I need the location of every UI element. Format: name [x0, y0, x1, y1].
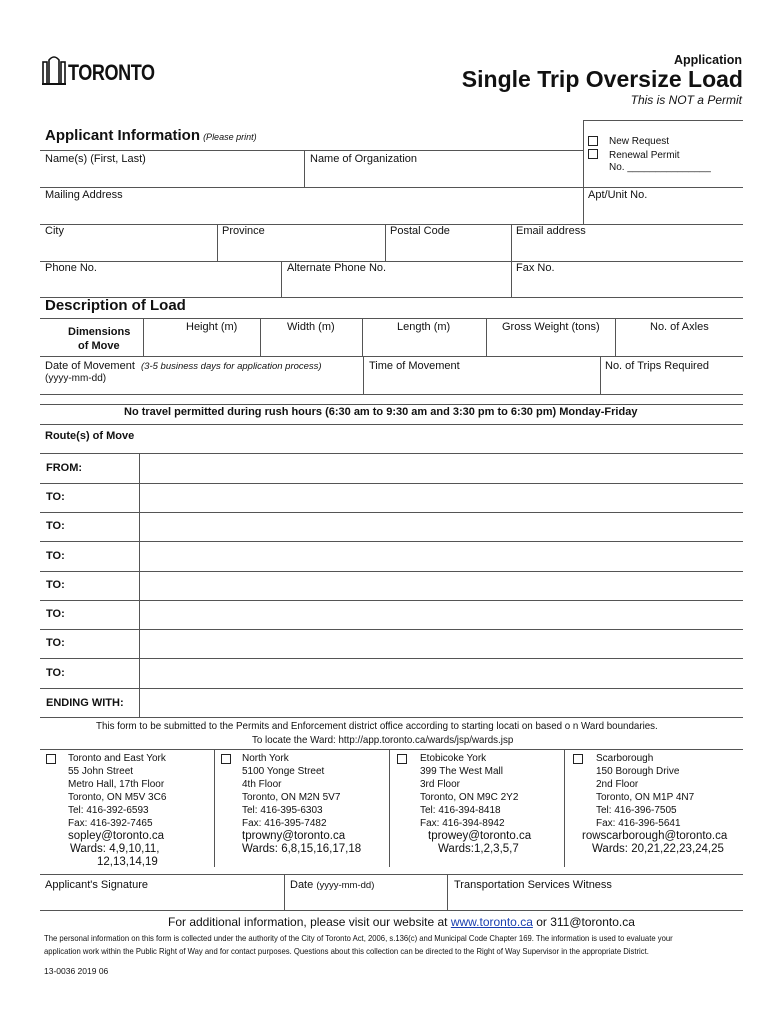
permit-number-label: No. _______________: [609, 162, 711, 173]
signature-date-text: Date: [290, 879, 314, 891]
applicant-heading-text: Applicant Information: [45, 127, 200, 144]
application-label: Application: [673, 53, 742, 67]
route-to-label-6: TO:: [46, 637, 65, 649]
apt-unit-label: Apt/Unit No.: [588, 189, 648, 201]
phone-label: Phone No.: [45, 262, 97, 274]
office-address-2: 3rd Floor: [420, 779, 461, 790]
applicant-signature-field[interactable]: [41, 893, 283, 909]
route-from-label: FROM:: [46, 462, 83, 474]
route-to-label-3: TO:: [46, 550, 65, 562]
gross-weight-label: Gross Weight (tons): [502, 321, 600, 333]
office-address-3: Toronto, ON M5V 3C6: [68, 792, 167, 803]
office-address-1: 399 The West Mall: [420, 766, 504, 777]
fax-field[interactable]: [512, 275, 742, 295]
office-address-2: 2nd Floor: [596, 779, 639, 790]
route-to-label-2: TO:: [46, 520, 65, 532]
witness-field[interactable]: [448, 893, 742, 909]
alt-phone-field[interactable]: [282, 275, 510, 295]
logo-text: TORONTO: [68, 60, 155, 85]
office-tel: Tel: 416-396-7505: [596, 805, 677, 816]
dimensions-label-line1: Dimensions: [68, 326, 131, 338]
witness-label: Transportation Services Witness: [454, 879, 612, 891]
office-address-1: 5100 Yonge Street: [242, 766, 325, 777]
additional-info-prefix: For additional information, please visit our website at: [168, 915, 448, 929]
form-subtitle: This is NOT a Permit: [630, 93, 742, 107]
width-field[interactable]: [261, 334, 361, 354]
office-fax: Fax: 416-392-7465: [68, 818, 153, 829]
office-email: tprowey@toronto.ca: [428, 830, 532, 842]
signature-date-field[interactable]: [285, 893, 446, 909]
applicant-heading-note: (Please print): [203, 132, 257, 142]
route-to-label-4: TO:: [46, 579, 65, 591]
routes-heading: Route(s) of Move: [45, 430, 135, 442]
city-field[interactable]: [41, 238, 216, 259]
email-field[interactable]: [512, 238, 742, 259]
axles-label: No. of Axles: [650, 321, 709, 333]
office-north-york: [242, 752, 382, 856]
office-toronto-east-york: [68, 752, 208, 869]
office-name: Scarborough: [596, 753, 654, 764]
width-label: Width (m): [287, 321, 335, 333]
route-ending-field[interactable]: [141, 689, 742, 716]
date-of-movement-field[interactable]: [150, 372, 360, 392]
signature-date-label: [290, 879, 374, 891]
route-to-field-7[interactable]: [141, 659, 742, 687]
alt-phone-label: Alternate Phone No.: [287, 262, 387, 274]
signature-date-format: (yyyy-mm-dd): [316, 880, 375, 891]
office-checkbox-etobicoke-york[interactable]: [397, 754, 407, 764]
applicant-heading: [45, 127, 257, 144]
height-label: Height (m): [186, 321, 238, 333]
office-address-1: 55 John Street: [68, 766, 134, 777]
new-request-checkbox[interactable]: [588, 136, 598, 146]
office-address-2: Metro Hall, 17th Floor: [68, 779, 165, 790]
office-fax: Fax: 416-394-8942: [420, 818, 505, 829]
office-wards: Wards:1,2,3,5,7: [438, 843, 519, 855]
date-process-note: (3-5 business days for application process): [141, 361, 322, 372]
submission-note-line1: This form to be submitted to the Permits and Enforcement district office according to starting locati on based o n Ward boundaries.: [96, 720, 658, 732]
form-title: Single Trip Oversize Load: [461, 66, 743, 92]
office-name: Toronto and East York: [68, 753, 166, 764]
submission-note-line2: To locate the Ward: http://app.toronto.ca/wards/jsp/wards.jsp: [252, 734, 514, 746]
date-of-movement-label: [45, 360, 322, 372]
office-scarborough: [582, 752, 746, 856]
rush-hour-notice: No travel permitted during rush hours (6:30 am to 9:30 am and 3:30 pm to 6:30 pm) Monday-Friday: [124, 406, 638, 418]
city-label: City: [45, 225, 64, 237]
office-address-1: 150 Borough Drive: [596, 766, 680, 777]
province-label: Province: [222, 225, 265, 237]
organization-field[interactable]: [305, 166, 582, 186]
renewal-permit-label: Renewal Permit: [609, 150, 680, 161]
route-to-field-2[interactable]: [141, 513, 742, 540]
office-checkbox-north-york[interactable]: [221, 754, 231, 764]
form-number: 13-0036 2019 06: [44, 966, 109, 976]
trips-required-field[interactable]: [601, 372, 742, 392]
office-address-2: 4th Floor: [242, 779, 282, 790]
office-email: sopley@toronto.ca: [68, 830, 165, 842]
trips-required-label: No. of Trips Required: [605, 360, 709, 372]
date-of-movement-text: Date of Movement: [45, 360, 135, 372]
date-format-label: (yyyy-mm-dd): [45, 373, 107, 384]
route-to-label-1: TO:: [46, 491, 65, 503]
route-ending-label: ENDING WITH:: [46, 697, 124, 709]
toronto-logo: [42, 52, 162, 86]
route-to-label-5: TO:: [46, 608, 65, 620]
office-address-3: Toronto, ON M2N 5V7: [242, 792, 341, 803]
office-email: rowscarborough@toronto.ca: [582, 830, 728, 842]
names-label: Name(s) (First, Last): [45, 153, 146, 165]
email-label: Email address: [516, 225, 586, 237]
office-etobicoke-york: [420, 752, 560, 856]
office-name: North York: [242, 753, 289, 764]
office-wards-cont: 12,13,14,19: [97, 856, 158, 868]
city-hall-icon: [42, 52, 66, 86]
province-field[interactable]: [218, 238, 384, 259]
length-label: Length (m): [397, 321, 451, 333]
route-to-field-6[interactable]: [141, 630, 742, 657]
names-field[interactable]: [41, 166, 303, 186]
office-wards: Wards: 20,21,22,23,24,25: [592, 843, 724, 855]
postal-code-field[interactable]: [386, 238, 510, 259]
route-to-field-1[interactable]: [141, 484, 742, 511]
office-fax: Fax: 416-396-5641: [596, 818, 681, 829]
time-of-movement-field[interactable]: [364, 372, 599, 392]
dimensions-label-line2: of Move: [78, 340, 120, 352]
route-from-field[interactable]: [141, 455, 742, 482]
axles-field[interactable]: [616, 334, 742, 354]
route-to-label-7: TO:: [46, 667, 65, 679]
office-checkbox-scarborough[interactable]: [573, 754, 583, 764]
website-link[interactable]: www.toronto.ca: [450, 915, 533, 929]
office-tel: Tel: 416-392-6593: [68, 805, 149, 816]
office-email: tprowny@toronto.ca: [242, 830, 346, 842]
applicant-signature-label: Applicant's Signature: [45, 879, 148, 891]
renewal-permit-checkbox[interactable]: [588, 149, 598, 159]
route-to-field-5[interactable]: [141, 601, 742, 628]
gross-weight-field[interactable]: [487, 334, 614, 354]
route-to-field-4[interactable]: [141, 572, 742, 599]
office-fax: Fax: 416-395-7482: [242, 818, 327, 829]
office-wards: Wards: 6,8,15,16,17,18: [242, 843, 362, 855]
fax-label: Fax No.: [516, 262, 555, 274]
load-heading: Description of Load: [45, 297, 186, 314]
privacy-notice-line1: The personal information on this form is collected under the authority of the City of Toronto Act, 2006, s.136(c) and Municipal Code Chapter 169. The information is used to evaluate your: [44, 933, 673, 943]
additional-info-suffix: or 311@toronto.ca: [536, 915, 635, 929]
office-tel: Tel: 416-394-8418: [420, 805, 501, 816]
mailing-address-label: Mailing Address: [45, 189, 123, 201]
office-tel: Tel: 416-395-6303: [242, 805, 323, 816]
office-name: Etobicoke York: [420, 753, 487, 764]
new-request-label: New Request: [609, 136, 670, 147]
length-field[interactable]: [363, 334, 485, 354]
privacy-notice-line2: application work within the Public Right of Way and for contact purposes. Questions about this collection can be directed to the Right of Way Supervisor in the appropriate District.: [44, 946, 649, 956]
office-address-3: Toronto, ON M9C 2Y2: [420, 792, 519, 803]
mailing-address-field[interactable]: [41, 202, 581, 222]
office-address-3: Toronto, ON M1P 4N7: [596, 792, 695, 803]
office-wards: Wards: 4,9,10,11,: [70, 843, 160, 855]
postal-code-label: Postal Code: [390, 225, 450, 237]
phone-field[interactable]: [41, 275, 280, 295]
route-to-field-3[interactable]: [141, 542, 742, 570]
time-of-movement-label: Time of Movement: [369, 360, 460, 372]
office-checkbox-toronto-east-york[interactable]: [46, 754, 56, 764]
organization-label: Name of Organization: [310, 153, 417, 165]
height-field[interactable]: [144, 334, 259, 354]
additional-info: [168, 915, 635, 929]
apt-unit-field[interactable]: [585, 202, 742, 222]
